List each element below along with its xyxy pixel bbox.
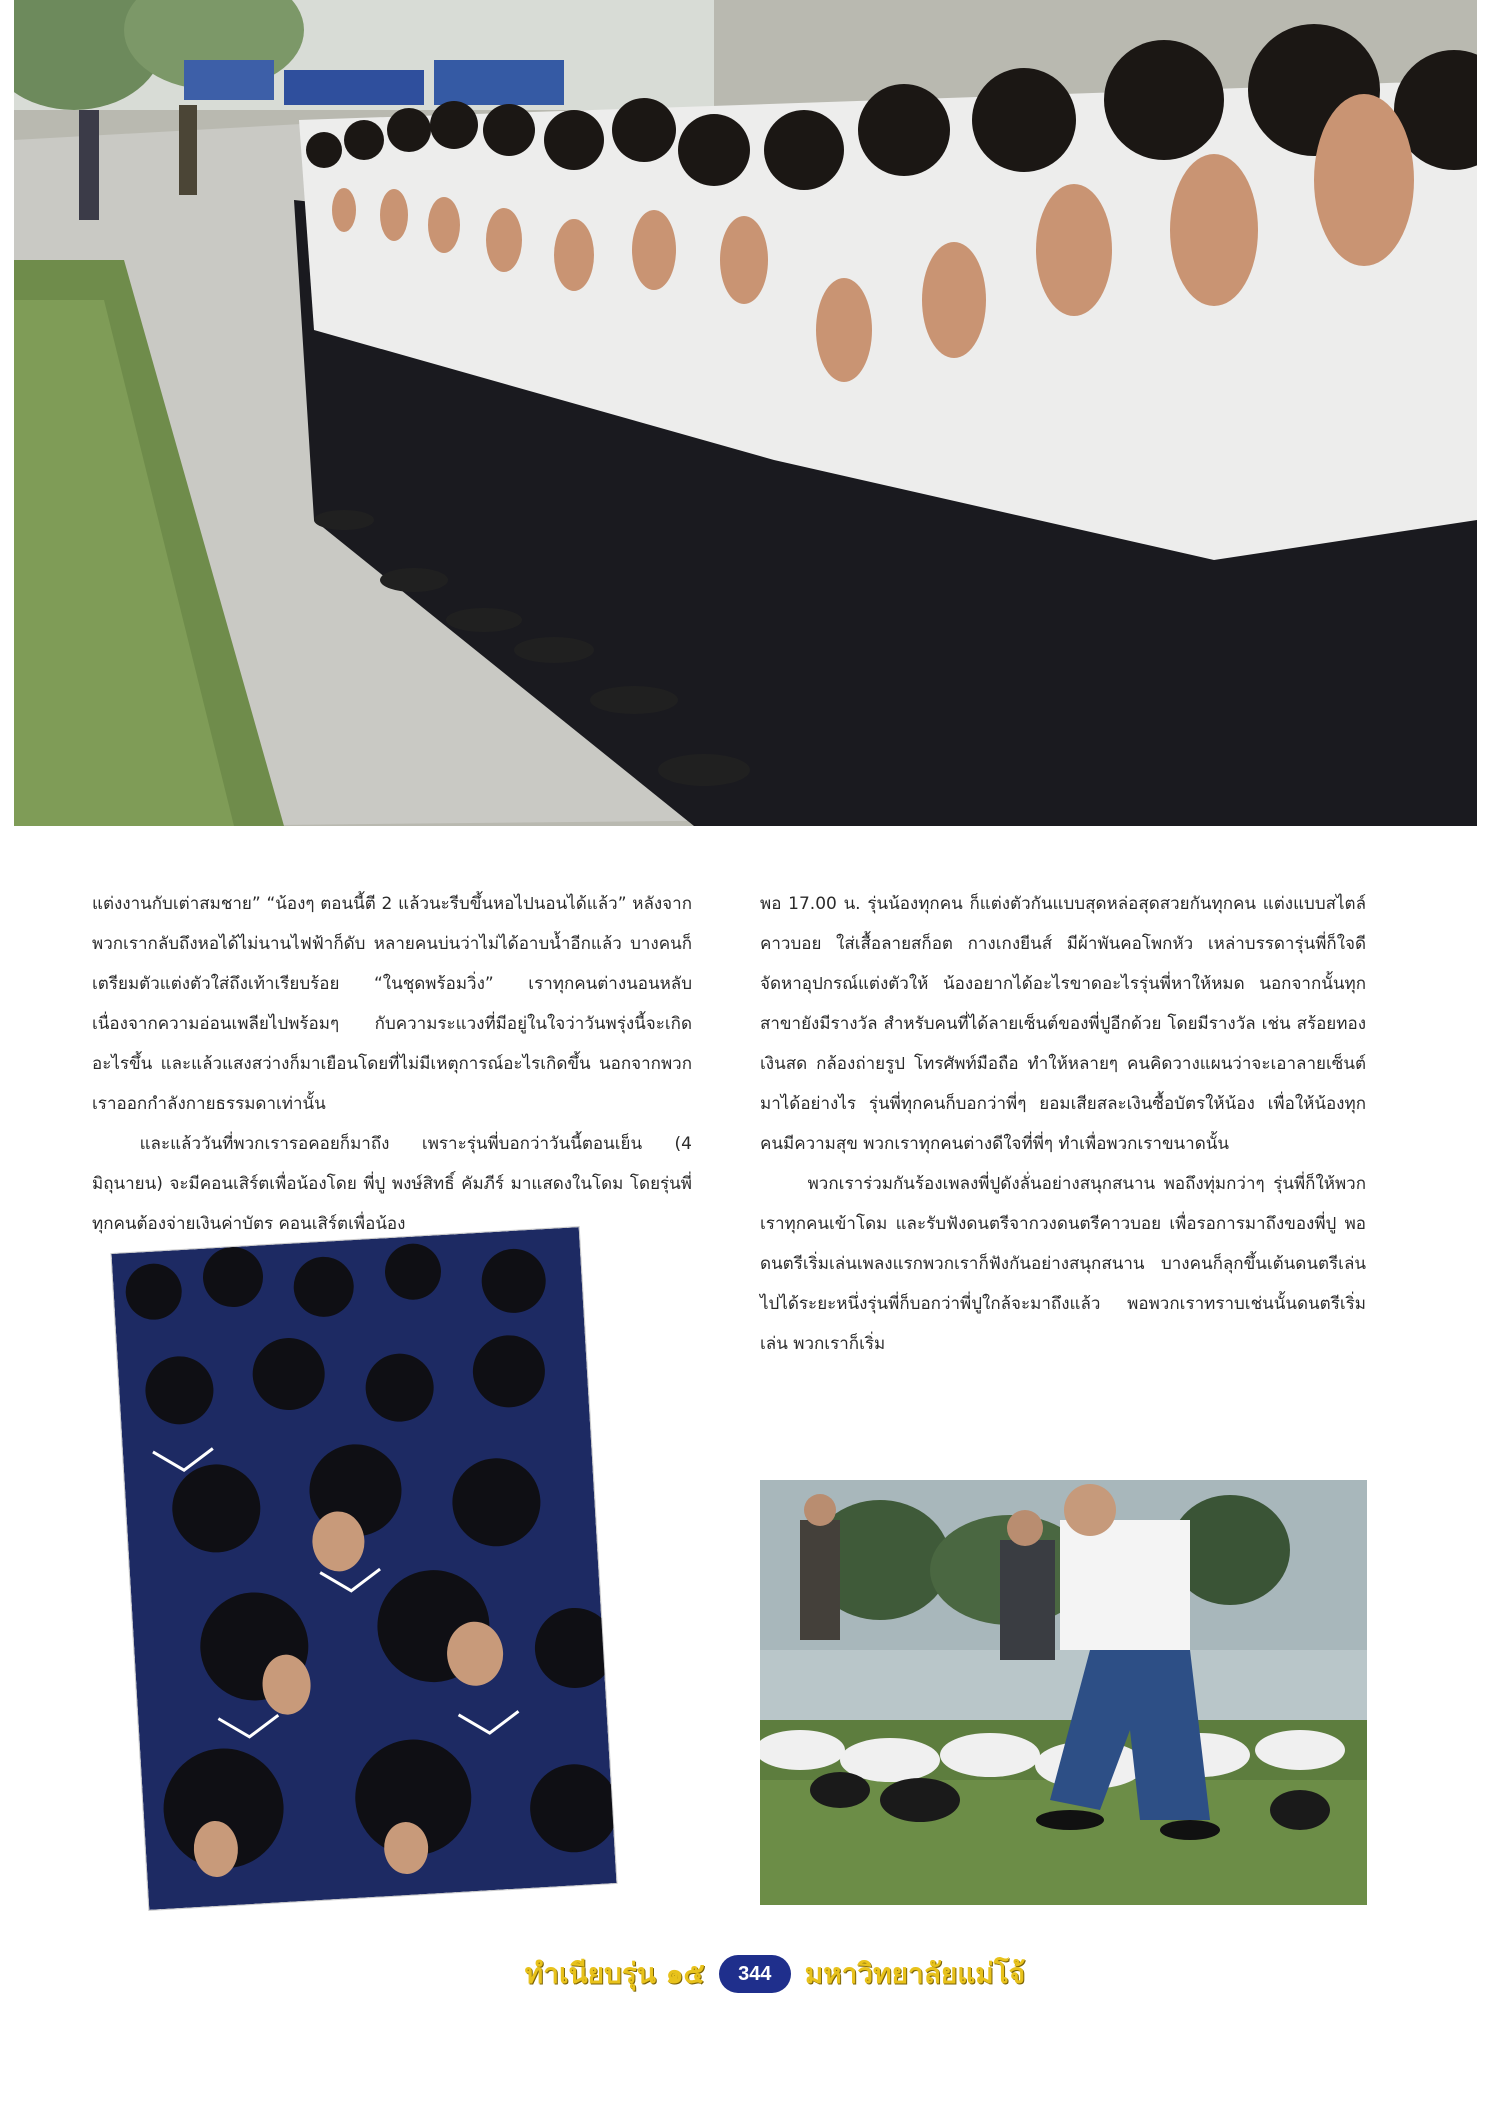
article-paragraph: แต่งงานกับเต่าสมชาย” “น้องๆ ตอนนี้ตี 2 แล้วนะรีบขึ้นหอไปนอนได้แล้ว” หลังจากพวกเรากลับถึงหอได้ไม่นานไฟฟ้าก็ดับ หลายคนบ่นว่าไม่ได้อาบน้ำอีกแล้ว บางคนก็เตรียมตัวแต่งตัวใส่ถึงเท้าเรียบร้อย “ในชุดพร้อมวิ่ง” เราทุกคนต่างนอนหลับ เนื่องจากความอ่อนเพลียไปพร้อมๆ กับความระแวงที่มีอยู่ในใจว่าวันพรุ่งนี้จะเกิดอะไรขึ้น และแล้วแสงสว่างก็มาเยือนโดยที่ไม่มีเหตุการณ์อะไรเกิดขึ้น นอกจากพวกเราออกกำลังกายธรรมดาเท่านั้น [92,894,692,1114]
students-seated-photo [111,1227,616,1910]
article-right-column [760,884,1366,1364]
article-left-column [92,884,692,1244]
footer-left-title: ทำเนียบรุ่น ๑๕ [524,1957,705,1990]
footer-right-title: มหาวิทยาลัยแม่โจ้ [804,1957,1026,1990]
students-praying-photo [14,0,1477,826]
article-paragraph: พวกเราร่วมกันร้องเพลงพี่ปูดังลั่นอย่างสนุกสนาน พอถึงทุ่มกว่าๆ รุ่นพี่ก็ให้พวกเราทุกคนเข้าโดม และรับฟังดนตรีจากวงดนตรีคาวบอย เพื่อรอการมาถึงของพี่ปู พอดนตรีเริ่มเล่นเพลงแรกพวกเราก็ฟังกันอย่างสนุกสนาน บางคนก็ลุกขึ้นเต้นดนตรีเล่นไปได้ระยะหนึ่งรุ่นพี่ก็บอกว่าพี่ปูใกล้จะมาถึงแล้ว พอพวกเราทราบเช่นนั้นดนตรีเริ่มเล่น พวกเราก็เริ่ม [760,1174,1366,1354]
students-bowing-photo [760,1480,1367,1905]
page-footer [450,1949,1100,1999]
article-paragraph: และแล้ววันที่พวกเรารอคอยก็มาถึง เพราะรุ่นพี่บอกว่าวันนี้ตอนเย็น (4 มิถุนายน) จะมีคอนเสิร์ตเพื่อน้องโดย พี่ปู พงษ์สิทธิ์ คัมภีร์ มาแสดงในโดม โดยรุ่นพี่ทุกคนต้องจ่ายเงินค่าบัตร คอนเสิร์ตเพื่อน้อง [92,1134,692,1234]
article-paragraph: พอ 17.00 น. รุ่นน้องทุกคน ก็แต่งตัวกันแบบสุดหล่อสุดสวยกันทุกคน แต่งแบบสไตล์คาวบอย ใส่เสื้อลายสก็อต กางเกงยีนส์ มีผ้าพันคอโพกหัว เหล่าบรรดารุ่นพี่ก็ใจดีจัดหาอุปกรณ์แต่งตัวให้ น้องอยากได้อะไรขาดอะไรรุ่นพี่หาให้หมด นอกจากนั้นทุกสาขายังมีรางวัล สำหรับคนที่ได้ลายเซ็นต์ของพี่ปูอีกด้วย โดยมีรางวัล เช่น สร้อยทอง เงินสด กล้องถ่ายรูป โทรศัพท์มือถือ ทำให้หลายๆ คนคิดวางแผนว่าจะเอาลายเซ็นต์มาได้อย่างไร รุ่นพี่ทุกคนก็บอกว่าพี่ๆ ยอมเสียสละเงินซื้อบัตรให้น้อง เพื่อให้น้องทุกคนมีความสุข พวกเราทุกคนต่างดีใจที่พี่ๆ ทำเพื่อพวกเราขนาดนั้น [760,894,1366,1154]
page-number: 344 [719,1955,791,1993]
